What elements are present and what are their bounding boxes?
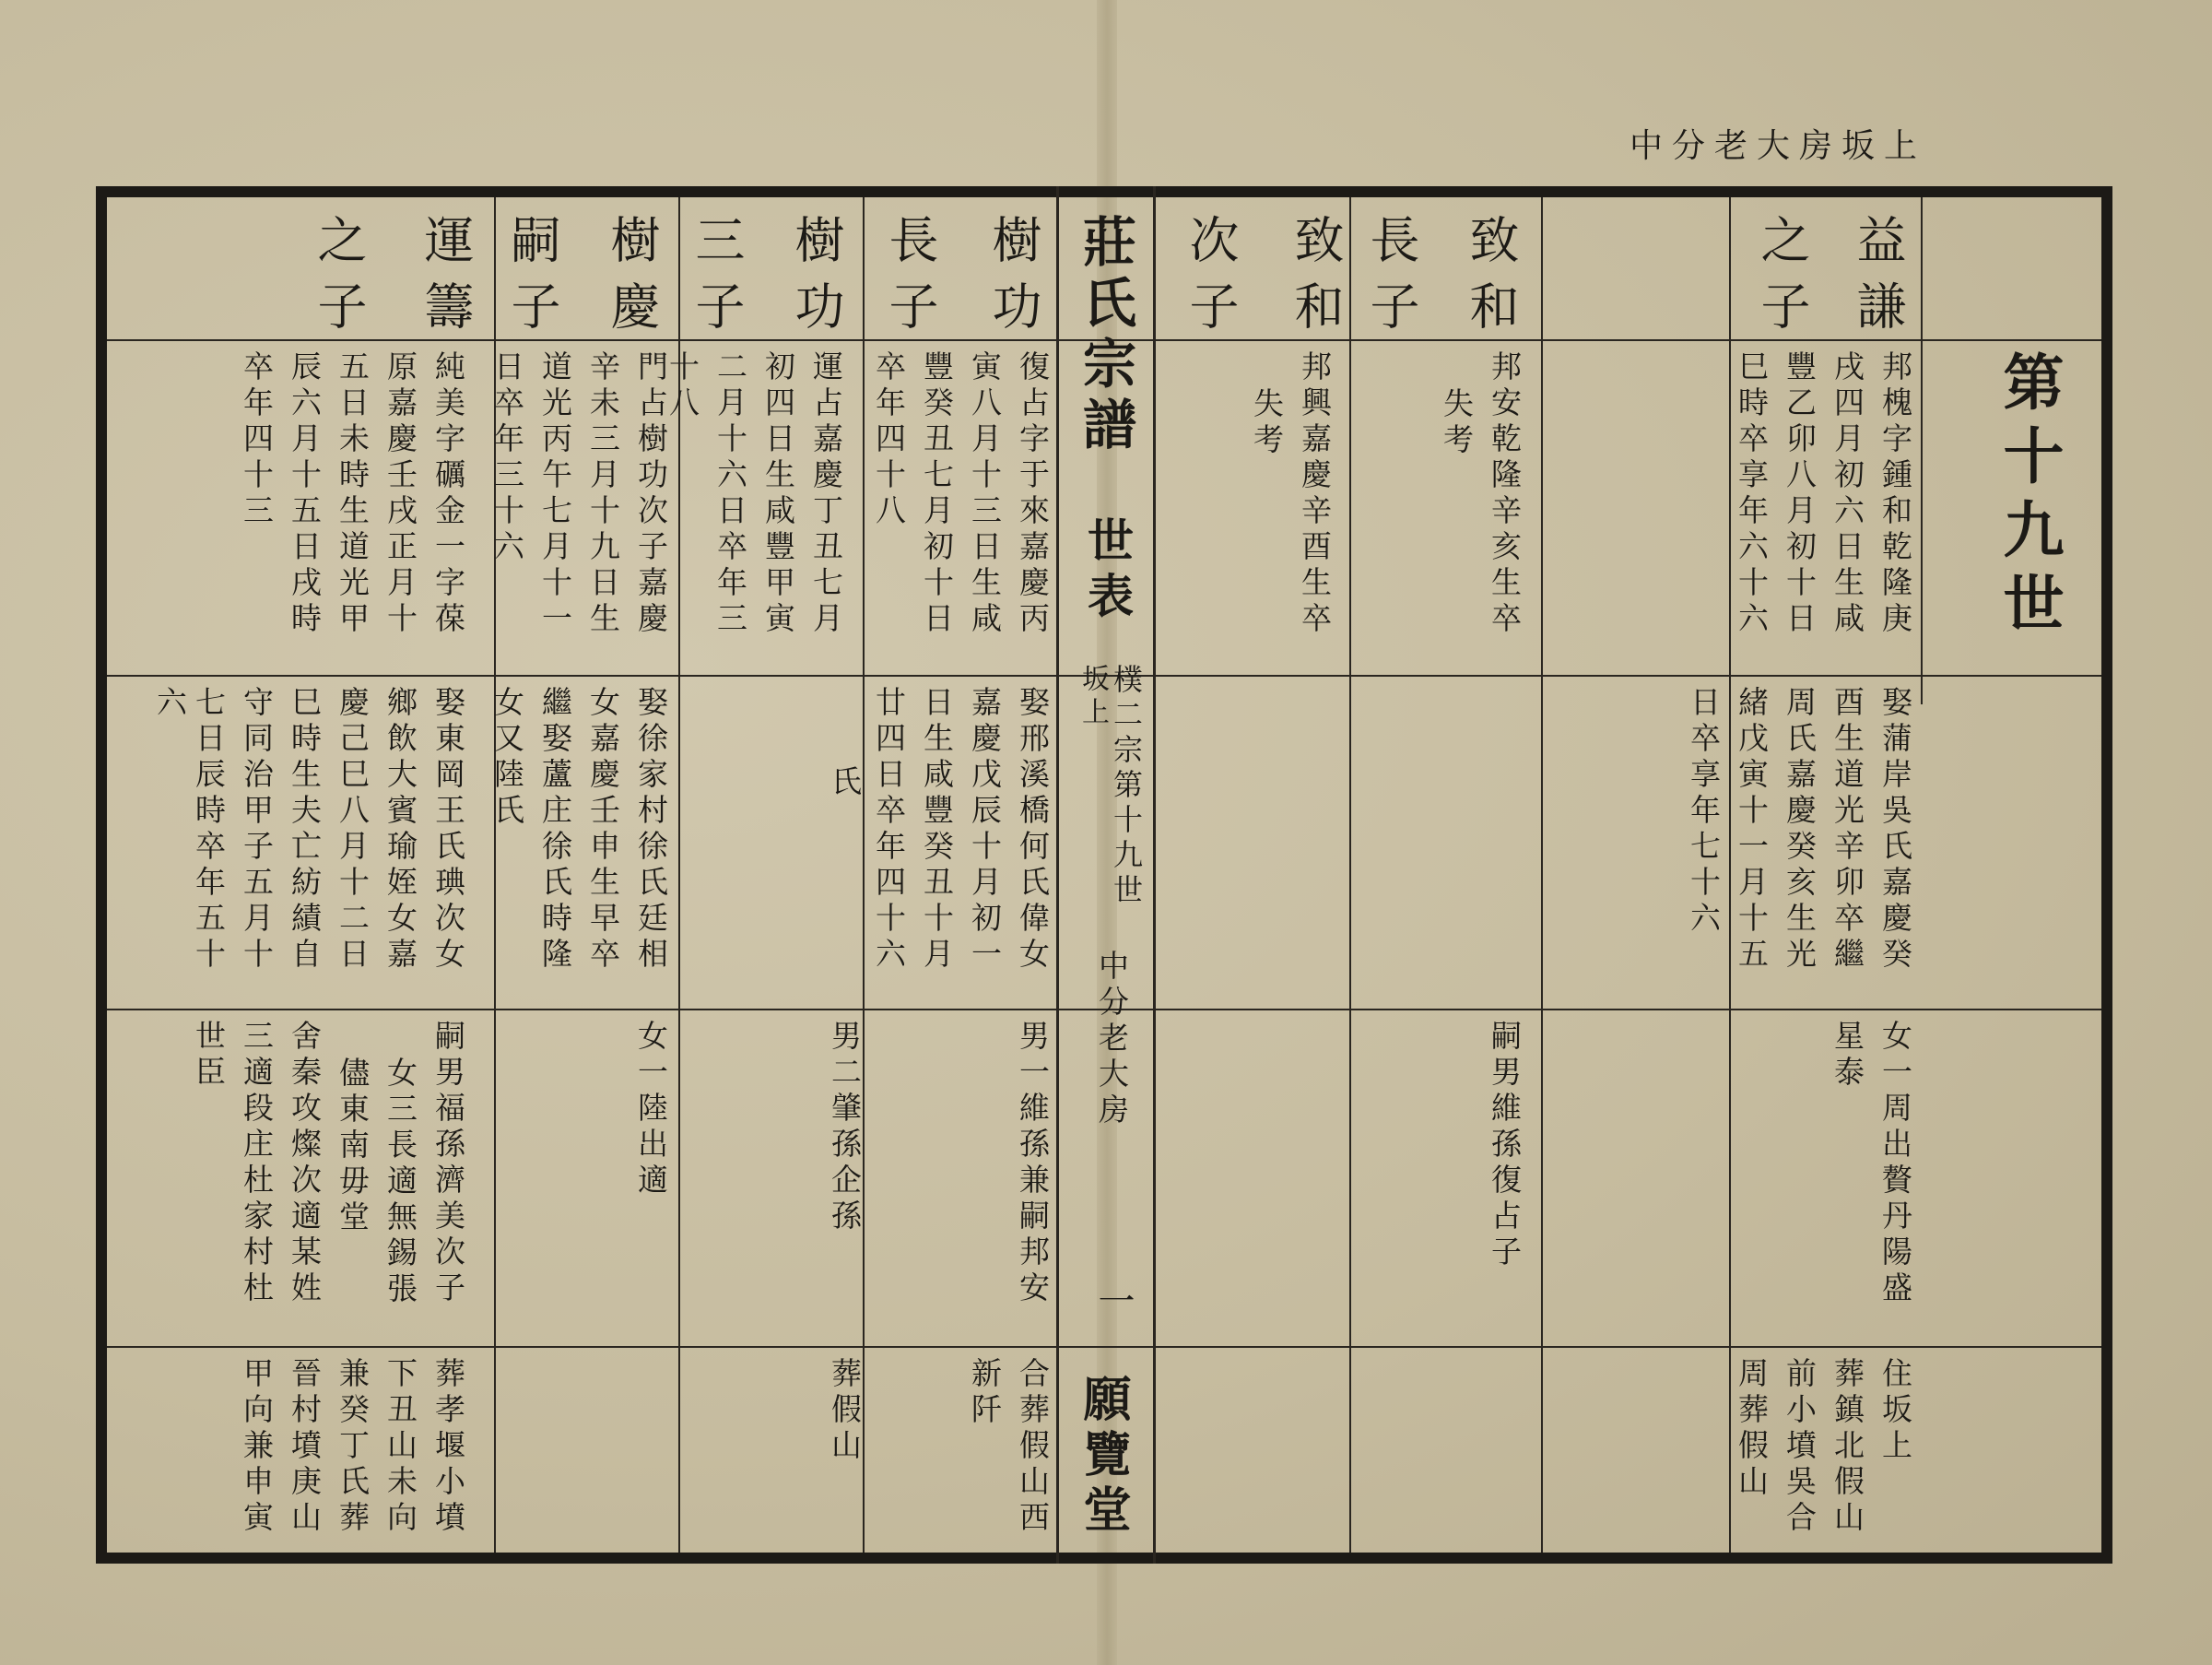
record-line: 純美字礪金一字葆 [430,350,466,638]
record-line: 原嘉慶壬戌正月十 [382,350,418,638]
record-line: 日卒享年七十六 [1686,686,1722,938]
record-line: 戌四月初六日生咸 [1830,350,1865,638]
spine-sub2: 樸二宗第十九世 [1109,664,1144,909]
record-line: 辛未三月十九日生 [585,350,621,638]
record-line: 男二肇孫企孫 [827,1020,863,1235]
record-line: 運占嘉慶丁丑七月 [808,350,844,638]
record-line: 娶徐家村徐氏廷相 [633,686,669,974]
record-line: 葬鎮北假山 [1830,1357,1865,1537]
record-line: 邦安乾隆辛亥生卒 [1487,350,1523,638]
record-line: 女嘉慶壬申生早卒 [585,686,621,974]
record-line: 卒年四十八 [871,350,907,530]
record-line: 寅八月十三日生咸 [967,350,1003,638]
record-line: 十八 [665,350,700,422]
spine-page-number: 一 [1092,1281,1135,1328]
record-line: 道光丙午七月十一 [537,350,573,638]
spine-sub1: 坂上 [1077,664,1109,730]
col-divider [1921,197,1923,704]
record-line: 辰六月十五日戌時 [287,350,323,638]
record-line: 豐乙卯八月初十日 [1782,350,1818,638]
record-line: 二月十六日卒年三 [712,350,748,638]
record-line: 前小墳吳合 [1782,1357,1818,1537]
record-line: 日卒年三十六 [489,350,525,566]
record-line: 失考 [1249,387,1285,459]
record-line: 星泰 [1830,1020,1865,1092]
record-line: 周氏嘉慶癸亥生光 [1782,686,1818,974]
record-line: 三適段庄杜家村杜 [239,1020,275,1307]
record-line: 新阡 [967,1357,1003,1429]
col-divider [1729,197,1731,1553]
record-line: 晉村墳庚山 [287,1357,323,1537]
record-line: 葬假山 [827,1357,863,1465]
record-line: 娶邢溪橋何氏偉女 [1015,686,1051,974]
record-line: 合葬假山西 [1015,1357,1051,1537]
father-7-line2: 之子 [310,214,368,347]
record-line: 甲向兼申寅 [239,1357,275,1537]
father-3-line2: 次子 [1182,214,1240,347]
record-line: 女又陸氏 [489,686,525,830]
record-line: 女一周出贅丹陽盛 [1877,1020,1913,1307]
record-line: 五日未時生道光甲 [335,350,371,638]
spine-branch: 中分老大房 [1094,950,1130,1129]
record-line: 葬孝堰小墳 [430,1357,466,1537]
record-line: 住坂上 [1877,1357,1913,1465]
record-line: 日生咸豐癸丑十月 [919,686,955,974]
col-divider [1349,197,1351,1553]
record-line: 嗣男維孫復占子 [1487,1020,1523,1271]
record-line: 嗣男福孫濟美次子 [430,1020,466,1307]
record-line: 門占樹功次子嘉慶 [633,350,669,638]
record-line: 巳時卒享年六十六 [1734,350,1770,638]
record-line: 邦槐字鍾和乾隆庚 [1877,350,1913,638]
record-line: 下丑山未向 [382,1357,418,1537]
record-line: 世臣 [191,1020,227,1092]
record-line: 守同治甲子五月十 [239,686,275,974]
record-line: 男一維孫兼嗣邦安 [1015,1020,1051,1307]
spine-section: 世表 [1080,516,1135,627]
father-1-line2: 之子 [1753,214,1811,347]
record-line: 酉生道光辛卯卒繼 [1830,686,1865,974]
record-line: 失考 [1439,387,1475,459]
record-line: 邦興嘉慶辛酉生卒 [1297,350,1333,638]
record-line: 巳時生夫亡紡績自 [287,686,323,974]
father-2-line1: 致和 [1462,214,1520,347]
record-line: 初四日生咸豐甲寅 [760,350,796,638]
father-5-line1: 樹功 [787,214,845,347]
record-line: 兼癸丁氏葬 [335,1357,371,1537]
record-line: 豐癸丑七月初十日 [919,350,955,638]
col-divider [1541,197,1543,1553]
record-line: 繼娶蘆庄徐氏時隆 [537,686,573,974]
record-line: 舍秦攻燦次適某姓 [287,1020,323,1307]
record-line: 女一陸出適 [633,1020,669,1199]
record-line: 娶東岡王氏琠次女 [430,686,466,974]
record-line: 娶蒲岸吳氏嘉慶癸 [1877,686,1913,974]
record-line: 卒年四十三 [239,350,275,530]
header-note: 中分老大房坂上 [1629,127,1926,165]
record-line: 嘉慶戊辰十月初一 [967,686,1003,974]
record-line: 廿四日卒年四十六 [871,686,907,974]
record-line: 鄉飲大賓瑜姪女嘉 [382,686,418,974]
father-4-line2: 長子 [881,214,939,347]
father-5-line2: 三子 [688,214,746,347]
col-divider [863,197,865,1553]
spine-title: 莊氏宗譜 [1074,214,1136,457]
father-6-line2: 嗣子 [503,214,561,347]
record-line: 儘東南毋堂 [335,1057,371,1236]
father-4-line1: 樹功 [984,214,1042,347]
record-line: 女三長適無錫張 [382,1057,418,1308]
record-line: 七日辰時卒年五十 [191,686,227,974]
record-line: 復占字于來嘉慶丙 [1015,350,1051,638]
record-line: 緒戊寅十一月十五 [1734,686,1770,974]
father-3-line1: 致和 [1287,214,1345,347]
record-line: 周葬假山 [1734,1357,1770,1501]
father-6-line1: 樹慶 [603,214,661,347]
father-1-line1: 益謙 [1849,214,1907,347]
generation-title: 第十九世 [1993,350,2065,645]
record-line: 慶己巳八月十二日 [335,686,371,974]
record-line: 氏 [827,765,863,801]
spine-hall: 願覽堂 [1075,1374,1131,1540]
record-line: 六 [152,686,188,722]
father-2-line2: 長子 [1362,214,1420,347]
father-7-line1: 運籌 [417,214,475,347]
